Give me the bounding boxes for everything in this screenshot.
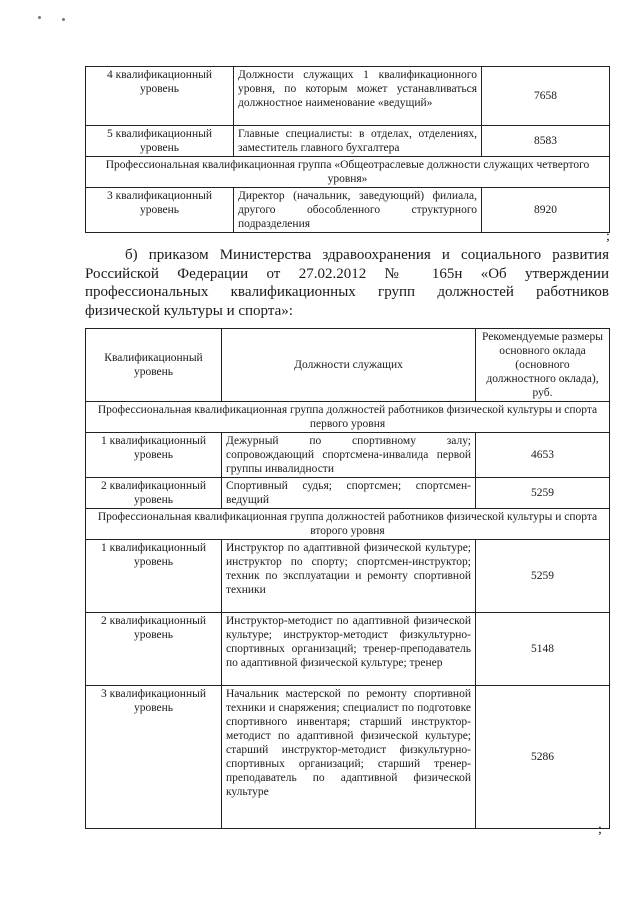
group-row	[86, 402, 610, 433]
table-row	[86, 433, 610, 478]
cell-salary: 8920	[482, 188, 610, 233]
cell-level: 3 квалификационный уровень	[86, 188, 234, 233]
cell-positions: Должности служащих 1 квалификационного уровня, по которым может устанавливаться должностное наименование «ведущий»	[234, 67, 482, 126]
semicolon-mark: ;	[598, 822, 602, 837]
cell-salary: 5259	[476, 478, 610, 509]
table-row	[86, 686, 610, 829]
scan-speck	[38, 16, 41, 19]
order-paragraph: б) приказом Министерства здравоохранения и социального развития Российской Федерации от 27.02.2012 № 165н «Об утверждении профессиональных квалификационных групп должностей работников физической культуры и спорта»:	[85, 247, 609, 319]
cell-positions: Начальник мастерской по ремонту спортивной техники и снаряжения; специалист по подготовке спортивного инвентаря; старший инструктор-методист по адаптивной физической культуре; старший инструктор-методист физкультурно-спортивных организаций; старший тренер-преподаватель по адаптивной физической культуре	[222, 686, 476, 829]
group-title: Профессиональная квалификационная группа должностей работников физической культуры и спорта второго уровня	[86, 509, 610, 540]
group-row	[86, 509, 610, 540]
qualification-table-1	[85, 66, 610, 233]
cell-positions: Инструктор-методист по адаптивной физической культуре; инструктор-методист физкультурно-спортивных организаций; тренер-преподаватель по адаптивной физической культуре; тренер	[222, 613, 476, 686]
qualification-table-2	[85, 328, 610, 829]
qualification-table-1-body	[86, 67, 610, 233]
group-title: Профессиональная квалификационная группа «Общеотраслевые должности служащих четвертого уровня»	[86, 157, 610, 188]
cell-level: 4 квалификационный уровень	[86, 67, 234, 126]
cell-positions: Директор (начальник, заведующий) филиала, другого обособленного структурного подразделения	[234, 188, 482, 233]
group-title: Профессиональная квалификационная группа должностей работников физической культуры и спорта первого уровня	[86, 402, 610, 433]
cell-salary: 5259	[476, 540, 610, 613]
cell-salary: 4653	[476, 433, 610, 478]
cell-level: 3 квалификационный уровень	[86, 686, 222, 829]
group-row	[86, 157, 610, 188]
table-row	[86, 613, 610, 686]
cell-level: 1 квалификационный уровень	[86, 433, 222, 478]
cell-positions: Главные специалисты: в отделах, отделениях, заместитель главного бухгалтера	[234, 126, 482, 157]
table-header-row	[86, 329, 610, 402]
header-level: Квалификационный уровень	[86, 329, 222, 402]
table-row	[86, 478, 610, 509]
table-row	[86, 540, 610, 613]
cell-salary: 5148	[476, 613, 610, 686]
cell-positions: Инструктор по адаптивной физической культуре; инструктор по спорту; спортсмен-инструктор; техник по эксплуатации и ремонту спортивной техники	[222, 540, 476, 613]
cell-level: 5 квалификационный уровень	[86, 126, 234, 157]
qualification-table-2-body	[86, 402, 610, 829]
semicolon-mark: ;	[606, 229, 610, 244]
cell-salary: 8583	[482, 126, 610, 157]
scan-speck	[62, 18, 65, 21]
cell-level: 1 квалификационный уровень	[86, 540, 222, 613]
cell-salary: 7658	[482, 67, 610, 126]
table-row	[86, 126, 610, 157]
cell-level: 2 квалификационный уровень	[86, 478, 222, 509]
cell-positions: Спортивный судья; спортсмен; спортсмен-ведущий	[222, 478, 476, 509]
header-positions: Должности служащих	[222, 329, 476, 402]
cell-level: 2 квалификационный уровень	[86, 613, 222, 686]
table-row	[86, 67, 610, 126]
header-salary: Рекомендуемые размеры основного оклада (основного должностного оклада), руб.	[476, 329, 610, 402]
table-row	[86, 188, 610, 233]
cell-positions: Дежурный по спортивному залу; сопровождающий спортсмена-инвалида первой группы инвалидности	[222, 433, 476, 478]
cell-salary: 5286	[476, 686, 610, 829]
